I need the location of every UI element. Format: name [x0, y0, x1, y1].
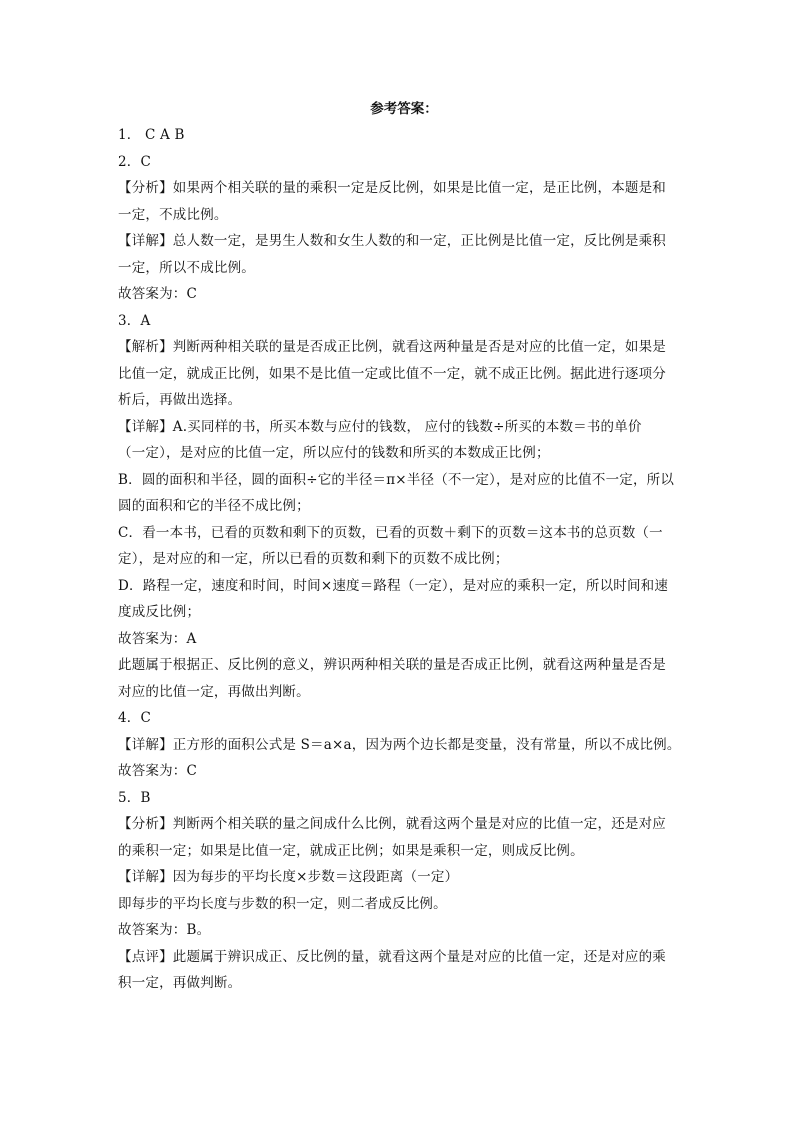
text-line: 1． C A B — [118, 127, 185, 143]
answer-page — [118, 96, 680, 997]
text-line: D．路程一定，速度和时间，时间×速度＝路程（一定），是对应的乘积一定，所以时间和速 — [118, 577, 669, 594]
page-title: 参考答案： — [370, 101, 438, 117]
text-line: 【详解】A.买同样的书，所买本数与应付的钱数， 应付的钱数÷所买的本数＝书的单价 — [118, 418, 642, 435]
text-line: 故答案为：B。 — [118, 922, 211, 938]
text-line: 一定，不成比例。 — [118, 206, 228, 223]
text-line: 4．C — [118, 710, 152, 726]
text-line: 【点评】此题属于辨识成正、反比例的量，就看这两个量是对应的比值一定，还是对应的乘 — [118, 948, 666, 965]
text-line: 【解析】判断两种相关联的量是否成正比例，就看这两种量是否是对应的比值一定，如果是 — [118, 339, 666, 355]
text-line: 即每步的平均长度与步数的积一定，则二者成反比例。 — [118, 895, 447, 912]
text-line: 积一定，再做判断。 — [118, 975, 242, 991]
text-line: 【详解】总人数一定，是男生人数和女生人数的和一定，正比例是比值一定，反比例是乘积 — [118, 233, 666, 249]
text-line: 2．C — [118, 153, 152, 170]
text-line: 对应的比值一定，再做出判断。 — [118, 683, 310, 700]
text-line: 比值一定，就成正比例，如果不是比值一定或比值不一定，就不成正比例。据此进行逐项分 — [118, 365, 666, 382]
text-line: 故答案为：C — [118, 763, 198, 779]
text-line: （一定），是对应的比值一定，所以应付的钱数和所买的本数成正比例； — [118, 445, 550, 461]
text-line: 度成反比例； — [118, 604, 201, 620]
text-line: 析后，再做出选择。 — [118, 392, 242, 408]
text-line: 3．A — [118, 312, 151, 329]
text-line: 【详解】因为每步的平均长度×步数＝这段距离（一定） — [118, 869, 459, 885]
text-line: 故答案为：A — [118, 630, 197, 647]
text-line: 一定，所以不成比例。 — [118, 259, 255, 276]
text-line: 此题属于根据正、反比例的意义，辨识两种相关联的量是否成正比例，就看这两种量是否是 — [118, 657, 666, 673]
text-line: 圆的面积和它的半径不成比例； — [118, 498, 310, 514]
text-line: B．圆的面积和半径，圆的面积÷它的半径＝π×半径（不一定），是对应的比值不一定，所以 — [118, 471, 675, 488]
text-line: C．看一本书，已看的页数和剩下的页数，已看的页数＋剩下的页数＝这本书的总页数（一 — [118, 524, 663, 541]
text-line: 【分析】判断两个相关联的量之间成什么比例，就看这两个量是对应的比值一定，还是对应 — [118, 816, 666, 832]
text-line: 【详解】正方形的面积公式是 S＝a×a，因为两个边长都是变量，没有常量，所以不成比例。 — [118, 736, 681, 753]
text-line: 【分析】如果两个相关联的量的乘积一定是反比例，如果是比值一定，是正比例，本题是和 — [118, 180, 666, 196]
text-line: 的乘积一定；如果是比值一定，就成正比例；如果是乘积一定，则成反比例。 — [118, 842, 584, 859]
text-line: 5．B — [118, 789, 151, 806]
text-line: 故答案为：C — [118, 286, 198, 302]
text-line: 定），是对应的和一定，所以已看的页数和剩下的页数不成比例； — [118, 551, 509, 567]
